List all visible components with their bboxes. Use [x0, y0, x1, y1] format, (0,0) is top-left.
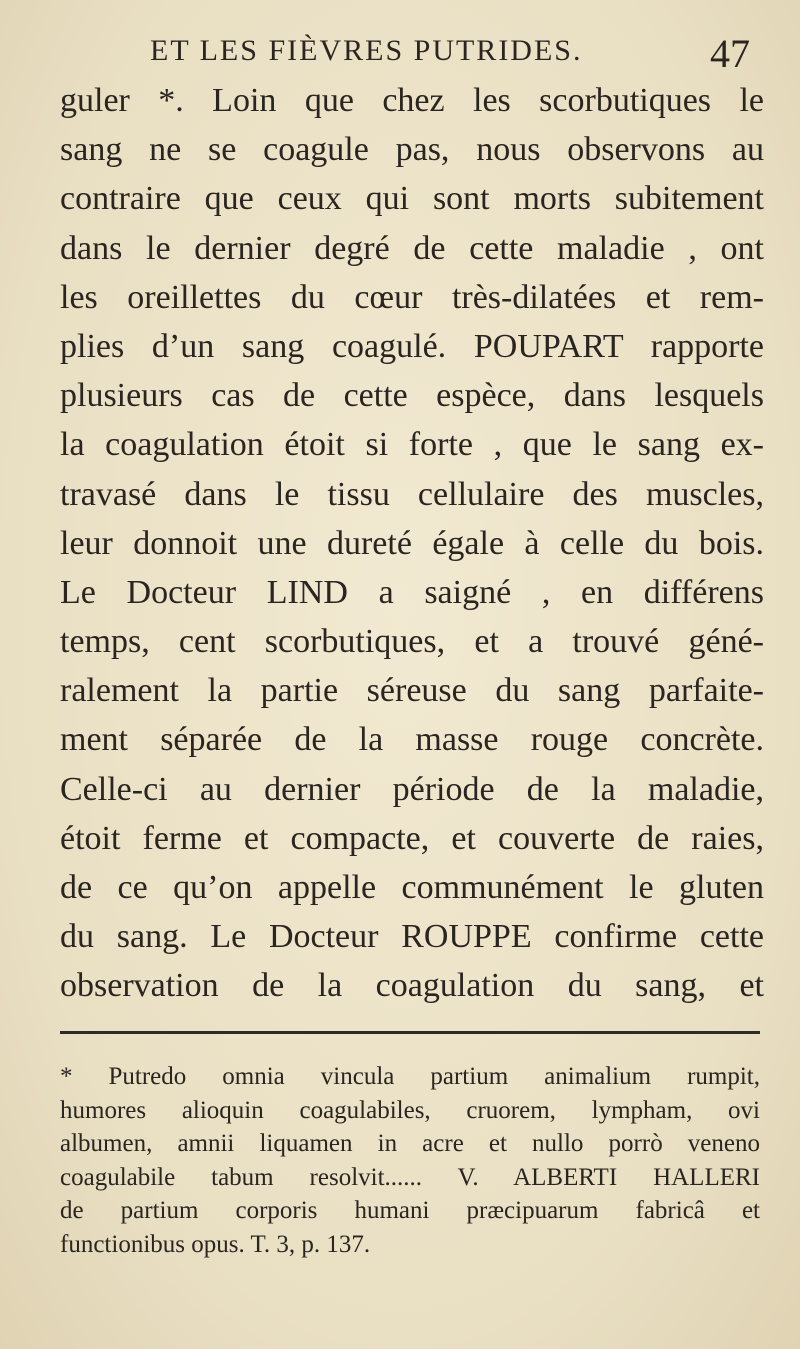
body-line: travasé dans le tissu cellulaire des muscles,: [60, 475, 764, 513]
footnote-line: functionibus opus. T. 3, p. 137.: [60, 1230, 371, 1258]
body-line: guler *. Loin que chez les scorbutiques le: [60, 82, 764, 119]
body-line: dans le dernier degré de cette maladie , ont: [60, 229, 764, 267]
footnote-line: de partium corporis humani præcipuarum fabricâ et: [60, 1197, 760, 1224]
body-line: observation de la coagulation du sang, et: [60, 967, 764, 1005]
body-line: du sang. Le Docteur ROUPPE confirme cette: [60, 918, 764, 956]
footnote-line: * Putredo omnia vincula partium animalium rumpit,: [60, 1063, 760, 1090]
footnote-rule: [60, 1031, 760, 1034]
body-line: Le Docteur LIND a saigné , en différens: [60, 573, 764, 611]
body-line: ralement la partie séreuse du sang parfaite-: [60, 672, 764, 710]
body-line: plies d’un sang coagulé. POUPART rapporte: [60, 327, 764, 365]
body-line: sang ne se coagule pas, nous observons au: [60, 131, 764, 169]
body-line: contraire que ceux qui sont morts subitement: [60, 180, 764, 218]
body-line: leur donnoit une dureté égale à celle du bois.: [60, 524, 764, 562]
footnote-line: albumen, amnii liquamen in acre et nullo porrò veneno: [60, 1130, 760, 1157]
body-line: de ce qu’on appelle communément le gluten: [60, 869, 764, 906]
page-number: 47: [710, 31, 750, 76]
body-line: temps, cent scorbutiques, et a trouvé géné-: [60, 623, 764, 661]
body-line: la coagulation étoit si forte , que le sang ex-: [60, 426, 764, 464]
footnote: [60, 1060, 760, 1261]
footnote-line: humores alioquin coagulabiles, cruorem, lympham, ovi: [60, 1096, 760, 1124]
body-line: ment séparée de la masse rouge concrète.: [60, 721, 764, 759]
footnote-line: coagulabile tabum resolvit...... V. ALBERTI HALLERI: [60, 1163, 760, 1191]
page-header: [60, 30, 760, 82]
body-line: les oreillettes du cœur très-dilatées et rem-: [60, 278, 764, 316]
body-text: [60, 76, 764, 1011]
body-line: plusieurs cas de cette espèce, dans lesquels: [60, 377, 764, 415]
body-line: étoit ferme et compacte, et couverte de raies,: [60, 819, 764, 857]
body-line: Celle-ci au dernier période de la maladie,: [60, 770, 764, 808]
running-head: ET LES FIÈVRES PUTRIDES.: [150, 34, 583, 67]
